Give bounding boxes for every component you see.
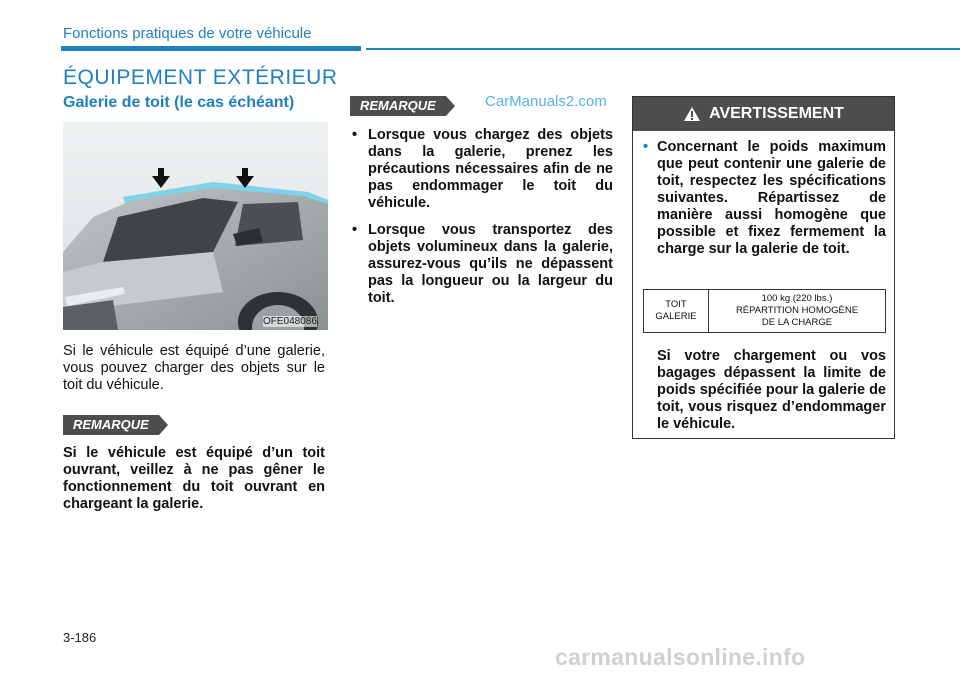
chapter-header: Fonctions pratiques de votre véhicule [63,25,312,42]
bullet-dot: • [352,127,358,143]
spec-label-line2: GALERIE [655,311,697,322]
warning-bullet-text: Concernant le poids maximum que peut contenir une galerie de toit, respectez les spécifications suivantes. Répartissez de manière aussi homogène que possible et fixez fermement la charge sur la galerie de toit. [657,139,886,257]
note-badge-1: REMARQUE [63,415,159,435]
bullet-dot: • [352,222,358,238]
note-badge-2: REMARQUE [350,96,446,116]
intro-paragraph: Si le véhicule est équipé d’une galerie, vous pouvez charger des objets sur le toit du véhicule. [63,343,325,393]
roof-rack-car-illustration [63,122,328,330]
spec-value-cell [709,290,885,332]
watermark-top: CarManuals2.com [485,93,607,110]
warning-box [632,96,895,439]
spec-label-cell [644,290,709,332]
note1-text: Si le véhicule est équipé d’un toit ouvrant, veillez à ne pas gêner le fonctionnement du toit ouvrant en chargeant la galerie. [63,445,325,512]
spec-value-line2: RÉPARTITION HOMOGÈNE [735,305,859,316]
subsection-title: Galerie de toit (le cas échéant) [63,94,295,111]
section-title: ÉQUIPEMENT EXTÉRIEUR [63,66,338,89]
note2-bullets [350,127,613,317]
list-item [350,222,613,307]
warning-triangle-icon [683,106,701,122]
watermark-bottom: carmanualsonline.info [555,644,806,670]
spec-value-line1: 100 kg (220 lbs.) [761,293,833,304]
bullet-text: Lorsque vous chargez des objets dans la galerie, prenez les précautions nécessaires afin de ne pas endommager le toit du véhicule. [368,127,613,211]
warning-header [633,97,894,131]
header-rule-thin [366,48,960,50]
bullet-dot: • [643,139,649,155]
roof-load-spec-table [643,289,886,333]
spec-label-line1: TOIT [665,299,687,310]
warning-bullet [643,139,886,258]
page-number: 3-186 [63,630,97,645]
spec-value-line3: DE LA CHARGE [761,317,833,328]
warning-title: AVERTISSEMENT [709,105,844,122]
warning-footer-text: Si votre chargement ou vos bagages dépassent la limite de poids spécifiée pour la galerie de toit, vous risquez d’endommager le véhicule. [657,348,886,432]
figure-code: OFE048086 [263,316,317,327]
bullet-text: Lorsque vous transportez des objets volumineux dans la galerie, assurez-vous qu’ils ne dépassent pas la longueur ou la largeur du toit. [368,222,613,306]
header-rule-thick [61,46,361,51]
list-item [350,127,613,212]
